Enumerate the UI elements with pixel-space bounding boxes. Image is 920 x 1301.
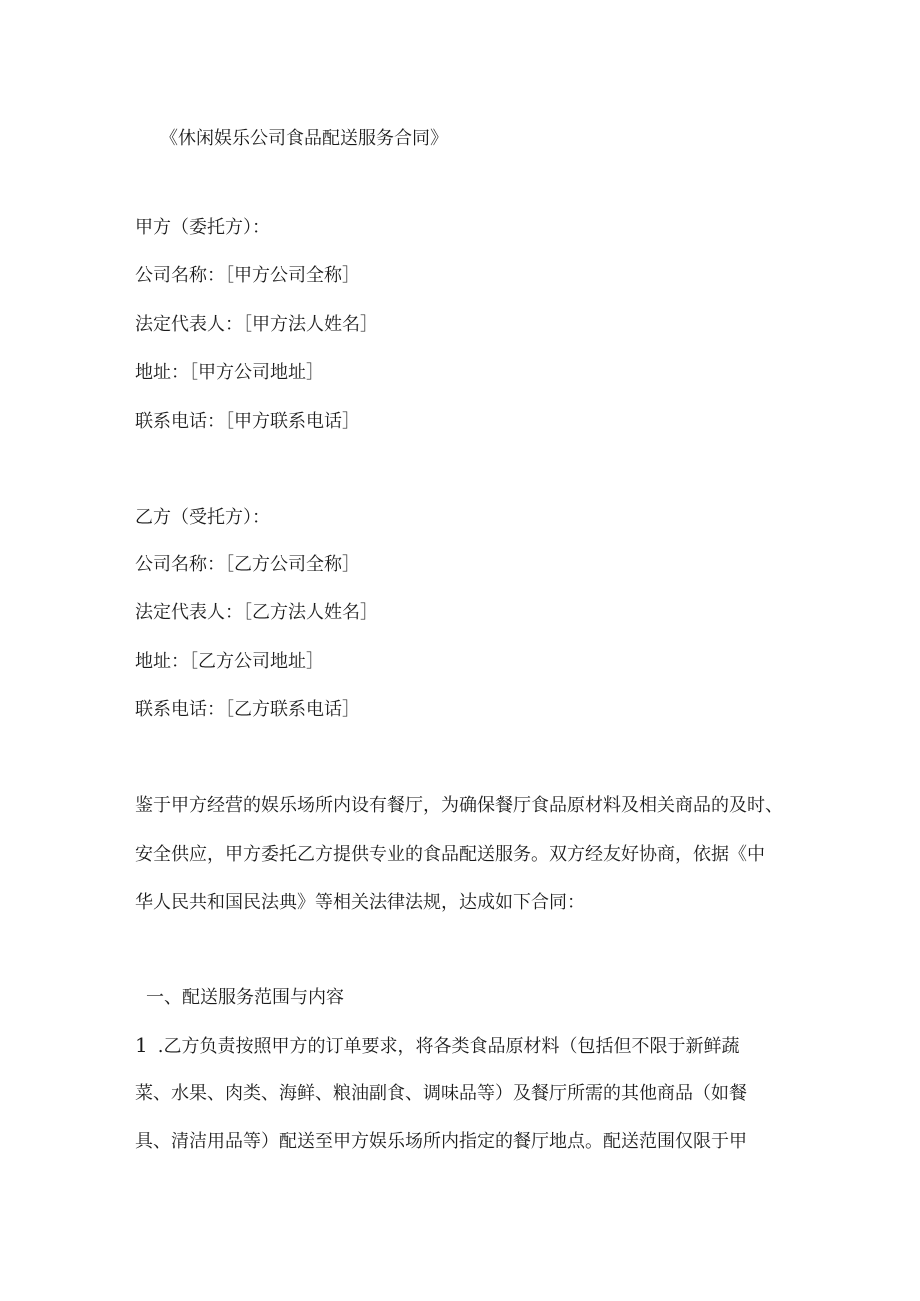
party-a-phone: 联系电话：［甲方联系电话］ xyxy=(135,411,360,432)
party-b-company: 公司名称：［乙方公司全称］ xyxy=(135,554,360,575)
item-text: .乙方负责按照甲方的订单要求，将各类食品原材料（包括但不限于新鲜蔬 xyxy=(157,1036,740,1057)
party-b-heading: 乙方（受托方）： xyxy=(135,507,270,528)
preamble-line-1: 鉴于甲方经营的娱乐场所内设有餐厅，为确保餐厅食品原材料及相关商品的及时、 xyxy=(135,795,783,816)
contract-title: 《休闲娱乐公司食品配送服务合同》 xyxy=(160,128,448,149)
party-a-address: 地址：［甲方公司地址］ xyxy=(135,362,324,383)
preamble-line-3: 华人民共和国民法典》等相关法律法规，达成如下合同： xyxy=(135,892,585,913)
item-number: 1 xyxy=(135,1033,148,1057)
section-1-item-1-line-3: 具、清洁用品等）配送至甲方娱乐场所内指定的餐厅地点。配送范围仅限于甲 xyxy=(135,1131,747,1152)
section-1-item-1-line-2: 菜、水果、肉类、海鲜、粮油副食、调味品等）及餐厅所需的其他商品（如餐 xyxy=(135,1083,747,1104)
party-b-legal-rep: 法定代表人：［乙方法人姓名］ xyxy=(135,602,378,623)
section-1-item-1-line-1 xyxy=(135,1033,739,1059)
preamble-line-2: 安全供应，甲方委托乙方提供专业的食品配送服务。双方经友好协商，依据《中 xyxy=(135,844,765,865)
party-a-legal-rep: 法定代表人：［甲方法人姓名］ xyxy=(135,314,378,335)
party-b-address: 地址：［乙方公司地址］ xyxy=(135,651,324,672)
party-a-company: 公司名称：［甲方公司全称］ xyxy=(135,265,360,286)
party-b-phone: 联系电话：［乙方联系电话］ xyxy=(135,699,360,720)
section-1-heading: 一、配送服务范围与内容 xyxy=(146,987,344,1008)
party-a-heading: 甲方（委托方）： xyxy=(135,217,270,238)
